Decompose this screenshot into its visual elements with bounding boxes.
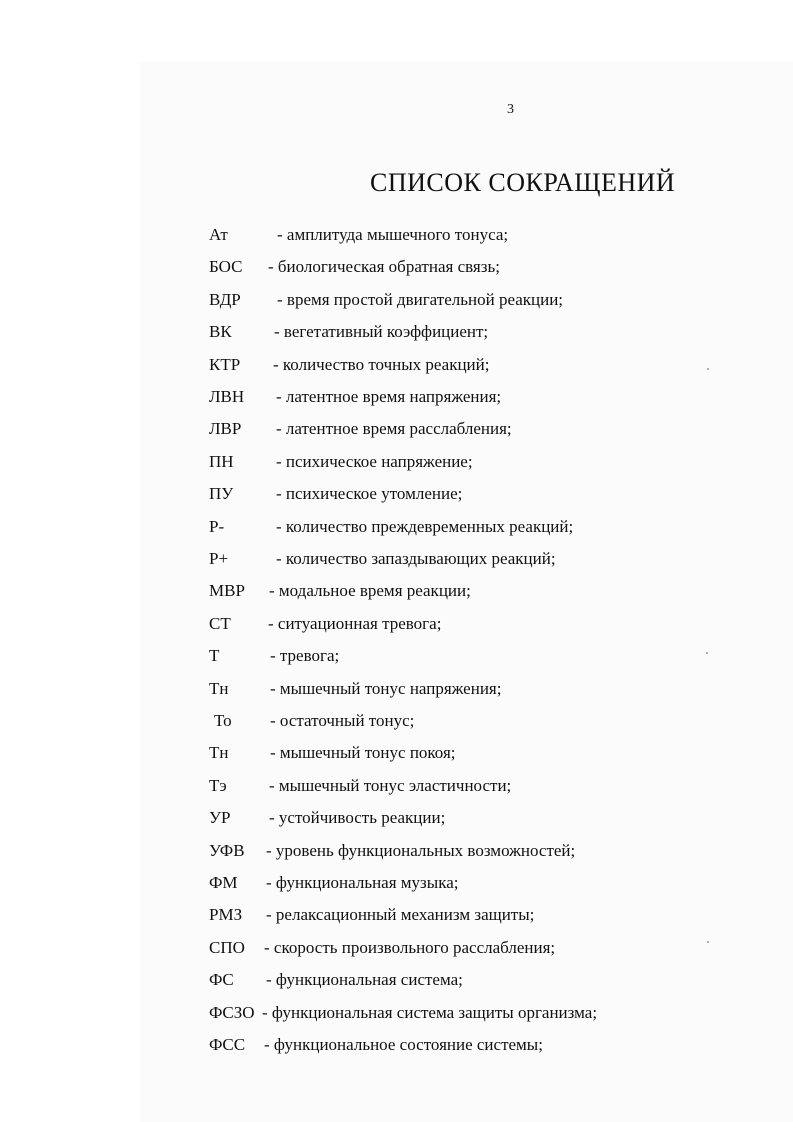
abbreviation-row <box>0 867 793 899</box>
abbreviation-term: КТР <box>209 354 241 374</box>
abbreviation-definition: - модальное время реакции; <box>269 581 471 601</box>
abbreviation-term: ФМ <box>209 873 238 892</box>
abbreviation-row <box>0 478 793 510</box>
abbreviation-row <box>0 575 793 607</box>
abbreviation-definition: - психическое утомление; <box>276 484 463 504</box>
abbreviation-definition: - функциональная музыка; <box>266 873 459 892</box>
page-number: 3 <box>507 102 514 117</box>
abbreviation-term: ЛВР <box>209 419 242 439</box>
abbreviation-row <box>0 381 793 413</box>
abbreviation-row <box>0 835 793 867</box>
abbreviation-term: ФСС <box>209 1035 246 1054</box>
abbreviation-row <box>0 543 793 575</box>
abbreviation-definition: - психическое напряжение; <box>276 451 473 471</box>
abbreviation-row <box>0 1029 793 1061</box>
abbreviation-row <box>0 511 793 543</box>
abbreviation-term: ФСЗО <box>209 1002 255 1022</box>
abbreviation-definition: - уровень функциональных возможностей; <box>266 840 576 860</box>
abbreviation-row <box>0 446 793 478</box>
abbreviation-definition: - остаточный тонус; <box>270 711 415 730</box>
abbreviation-term: Ат <box>209 225 228 244</box>
abbreviation-term: СТ <box>209 613 231 633</box>
abbreviation-row <box>0 219 793 251</box>
abbreviation-definition: - функциональная система защиты организма; <box>262 1002 598 1022</box>
abbreviation-definition: - амплитуда мышечного тонуса; <box>277 225 509 244</box>
abbreviation-definition: - функциональная система; <box>266 970 463 990</box>
abbreviation-term: УР <box>209 808 231 828</box>
abbreviation-term: Тн <box>209 678 229 698</box>
abbreviation-definition: - латентное время напряжения; <box>276 387 502 406</box>
abbreviation-definition: - устойчивость реакции; <box>269 808 446 828</box>
abbreviation-definition: - количество точных реакций; <box>273 354 490 374</box>
abbreviation-definition: - релаксационный механизм защиты; <box>266 905 535 925</box>
abbreviation-term: Т <box>209 646 220 666</box>
abbreviation-definition: - время простой двигательной реакции; <box>277 289 564 309</box>
abbreviation-row <box>0 251 793 283</box>
scan-speck <box>707 941 709 943</box>
abbreviation-row <box>0 608 793 640</box>
abbreviation-term: УФВ <box>209 840 245 860</box>
abbreviation-definition: - скорость произвольного расслабления; <box>264 937 556 957</box>
abbreviation-definition: - мышечный тонус покоя; <box>270 743 456 763</box>
abbreviation-term: РМЗ <box>209 905 243 925</box>
abbreviation-row <box>0 770 793 802</box>
abbreviation-row <box>0 997 793 1029</box>
abbreviation-definition: - тревога; <box>270 646 340 666</box>
abbreviation-row <box>0 413 793 445</box>
abbreviation-definition: - латентное время расслабления; <box>276 419 512 439</box>
abbreviation-term: БОС <box>209 257 243 277</box>
abbreviation-term: ФС <box>209 970 234 990</box>
abbreviation-term: ПН <box>209 451 234 471</box>
abbreviation-row <box>0 964 793 996</box>
abbreviation-row <box>0 673 793 705</box>
abbreviation-definition: - вегетативный коэффициент; <box>274 322 489 342</box>
abbreviation-term: То <box>214 711 232 730</box>
abbreviation-row <box>0 284 793 316</box>
abbreviation-term: МВР <box>209 581 245 601</box>
abbreviation-row <box>0 640 793 672</box>
abbreviation-definition: - мышечный тонус напряжения; <box>270 678 502 698</box>
abbreviation-row <box>0 705 793 737</box>
abbreviation-term: Р- <box>209 516 225 536</box>
abbreviation-definition: - количество запаздывающих реакций; <box>276 549 556 568</box>
page-title: СПИСОК СОКРАЩЕНИЙ <box>370 168 676 197</box>
abbreviation-definition: - биологическая обратная связь; <box>268 257 500 277</box>
abbreviation-term: ПУ <box>209 484 234 504</box>
scan-speck <box>707 368 709 370</box>
abbreviation-row <box>0 349 793 381</box>
abbreviation-term: Тэ <box>209 775 227 795</box>
abbreviation-term: ВК <box>209 322 232 342</box>
abbreviation-term: Р+ <box>209 549 229 568</box>
abbreviation-term: ЛВН <box>209 387 245 406</box>
abbreviation-row <box>0 899 793 931</box>
abbreviation-term: СПО <box>209 937 245 957</box>
abbreviation-definition: - ситуационная тревога; <box>268 613 442 633</box>
abbreviation-term: Тн <box>209 743 229 763</box>
abbreviation-definition: - количество преждевременных реакций; <box>276 516 574 536</box>
abbreviation-definition: - функциональное состояние системы; <box>264 1035 543 1054</box>
abbreviation-term: ВДР <box>209 289 241 309</box>
abbreviation-row <box>0 737 793 769</box>
abbreviation-row <box>0 932 793 964</box>
abbreviation-definition: - мышечный тонус эластичности; <box>269 775 512 795</box>
abbreviation-row <box>0 802 793 834</box>
abbreviation-row <box>0 316 793 348</box>
scan-speck <box>706 652 708 654</box>
